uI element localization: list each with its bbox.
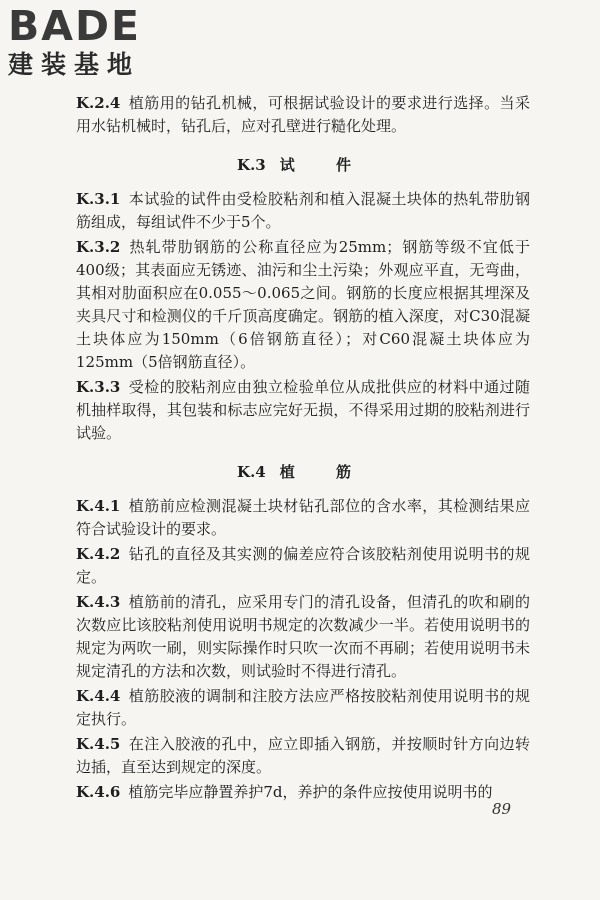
clause-k-4-4: [76, 685, 530, 731]
clause-text: 植筋胶液的调制和注胶方法应严格按胶粘剂使用说明书的规定执行。: [76, 687, 530, 728]
section-heading-k3: [76, 154, 530, 176]
section-title: 植 筋: [279, 463, 369, 481]
clause-text: 本试验的试件由受检胶粘剂和植入混凝土块体的热轧带肋钢筋组成，每组试件不少于5个。: [76, 190, 530, 231]
clause-number: K.3.2: [76, 238, 121, 256]
clause-k-4-2: [76, 543, 530, 589]
clause-number: K.4.4: [76, 687, 121, 705]
logo-main-text: BADE: [8, 2, 142, 50]
clause-text: 受检的胶粘剂应由独立检验单位从成批供应的材料中通过随机抽样取得，其包装和标志应完好无损，不得采用过期的胶粘剂进行试验。: [76, 378, 530, 442]
clause-k-3-3: [76, 376, 530, 445]
clause-k-4-3: [76, 591, 530, 683]
clause-text: 植筋前应检测混凝土块材钻孔部位的含水率，其检测结果应符合试验设计的要求。: [76, 497, 530, 538]
clause-number: K.4.6: [76, 783, 121, 801]
bade-logo: [8, 2, 183, 86]
clause-k-2-4: [76, 92, 530, 138]
clause-k-3-2: [76, 236, 530, 374]
clause-k-4-1: [76, 495, 530, 541]
clause-text: 在注入胶液的孔中，应立即插入钢筋，并按顺时针方向边转边插，直至达到规定的深度。: [76, 735, 530, 776]
clause-number: K.3.1: [76, 190, 121, 208]
section-number: K.4: [237, 463, 266, 481]
clause-number: K.4.1: [76, 497, 121, 515]
clause-number: K.4.5: [76, 735, 121, 753]
clause-text: 植筋用的钻孔机械，可根据试验设计的要求进行选择。当采用水钻机械时，钻孔后，应对孔壁进行糙化处理。: [76, 94, 530, 135]
clause-text: 植筋完毕应静置养护7d，养护的条件应按使用说明书的: [128, 783, 493, 801]
clause-k-4-5: [76, 733, 530, 779]
logo-sub-text: 建装基地: [8, 50, 141, 79]
page-number: 89: [492, 800, 512, 818]
clause-number: K.4.3: [76, 593, 121, 611]
clause-text: 植筋前的清孔，应采用专门的清孔设备，但清孔的吹和刷的次数应比该胶粘剂使用说明书规定的次数减少一半。若使用说明书的规定为两吹一刷，则实际操作时只吹一次而不再刷；若使用说明书未规定清孔的方法和次数，则试验时不得进行清孔。: [76, 593, 530, 680]
section-heading-k4: [76, 461, 530, 483]
clause-number: K.2.4: [76, 94, 121, 112]
section-number: K.3: [237, 156, 266, 174]
clause-k-3-1: [76, 188, 530, 234]
document-body: [76, 92, 530, 806]
clause-text: 热轧带肋钢筋的公称直径应为25mm；钢筋等级不宜低于400级；其表面应无锈迹、油污和尘土污染；外观应平直，无弯曲，其相对肋面积应在0.055～0.065之间。钢筋的长度应根据其埋深及夹具尺寸和检测仪的千斤顶高度确定。钢筋的植入深度，对C30混凝土块体应为150mm（6倍钢筋直径）；对C60混凝土块体应为125mm（5倍钢筋直径）。: [76, 238, 530, 371]
clause-k-4-6: [76, 781, 530, 804]
clause-number: K.4.2: [76, 545, 121, 563]
section-title: 试 件: [279, 156, 369, 174]
clause-number: K.3.3: [76, 378, 121, 396]
clause-text: 钻孔的直径及其实测的偏差应符合该胶粘剂使用说明书的规定。: [76, 545, 530, 586]
